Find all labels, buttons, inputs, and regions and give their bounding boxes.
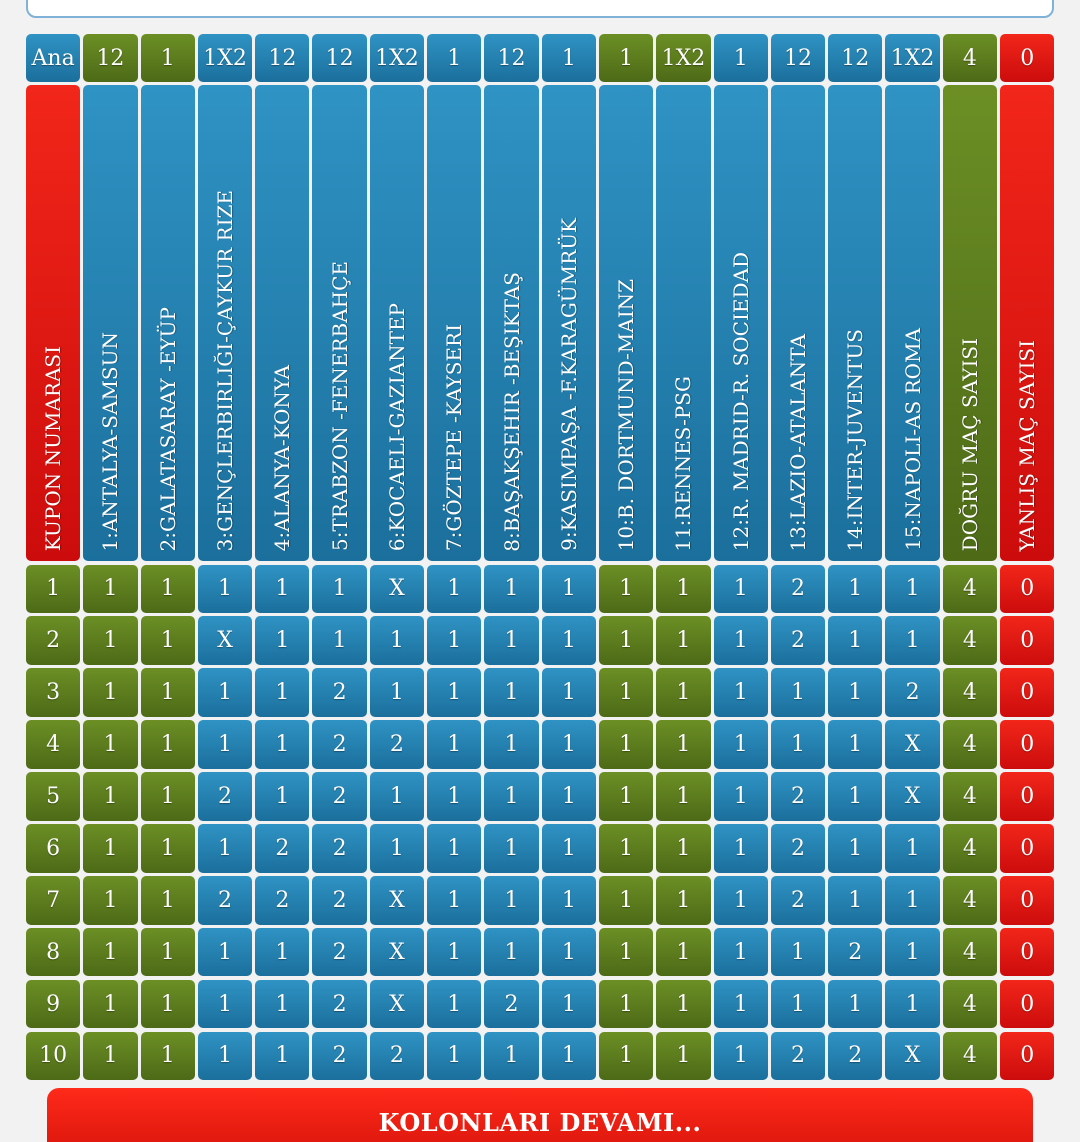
column-header-label: 4:ALANYA-KONYA (270, 364, 295, 552)
prediction-cell: 1 (656, 980, 710, 1029)
prediction-cell: 2 (312, 772, 366, 821)
prediction-cell: 1 (198, 980, 252, 1029)
prediction-cell: 1 (542, 720, 596, 769)
column-header (943, 85, 997, 561)
column-header-label: KUPON NUMARASI (41, 346, 66, 552)
prediction-cell: 1 (656, 824, 710, 873)
selection-cell: 0 (1000, 34, 1054, 82)
prediction-cell: 1 (885, 876, 939, 925)
prediction-cell: 0 (1000, 928, 1054, 977)
column-header-label: 6:KOCAELI-GAZIANTEP (384, 303, 409, 552)
coupon-number-cell: 6 (26, 824, 80, 873)
coupon-number-cell: 1 (26, 565, 80, 614)
coupon-number-cell: 8 (26, 928, 80, 977)
prediction-cell: 1 (427, 772, 481, 821)
prediction-cell: 1 (828, 772, 882, 821)
prediction-cell: 1 (427, 616, 481, 665)
prediction-cell: 1 (255, 928, 309, 977)
prediction-cell: 1 (542, 668, 596, 717)
column-header-label: 3:GENÇLERBIRLIĞI-ÇAYKUR RIZE (213, 189, 238, 552)
selection-cell: 4 (943, 34, 997, 82)
prediction-cell: 1 (656, 1032, 710, 1081)
prediction-cell: X (885, 1032, 939, 1081)
prediction-cell: 1 (141, 668, 195, 717)
prediction-cell: 1 (198, 565, 252, 614)
coupon-number-cell: 9 (26, 980, 80, 1029)
prediction-cell: 0 (1000, 720, 1054, 769)
selection-cell: 1X2 (198, 34, 252, 82)
prediction-cell: 1 (599, 720, 653, 769)
prediction-cell: 1 (427, 668, 481, 717)
selection-cell: 12 (312, 34, 366, 82)
prediction-cell: 1 (542, 1032, 596, 1081)
prediction-cell: 2 (255, 824, 309, 873)
prediction-cell: 1 (714, 928, 768, 977)
column-header (1000, 85, 1054, 561)
column-header (255, 85, 309, 561)
prediction-cell: 1 (141, 928, 195, 977)
prediction-cell: 1 (83, 616, 137, 665)
prediction-cell: 0 (1000, 772, 1054, 821)
prediction-cell: 2 (312, 980, 366, 1029)
coupon-number-cell: 2 (26, 616, 80, 665)
prediction-cell: 1 (542, 565, 596, 614)
prediction-cell: 1 (198, 824, 252, 873)
prediction-cell: 1 (828, 565, 882, 614)
prediction-cell: 1 (599, 928, 653, 977)
prediction-cell: 1 (83, 668, 137, 717)
prediction-cell: 0 (1000, 1032, 1054, 1081)
prediction-cell: 1 (83, 565, 137, 614)
selection-cell: 12 (828, 34, 882, 82)
prediction-cell: 4 (943, 616, 997, 665)
prediction-cell: 1 (771, 720, 825, 769)
prediction-cell: 1 (312, 565, 366, 614)
prediction-cell: 1 (370, 824, 424, 873)
prediction-cell: 1 (714, 1032, 768, 1081)
column-header-label: 7:GÖZTEPE -KAYSERI (442, 324, 467, 552)
prediction-cell: 4 (943, 772, 997, 821)
prediction-cell: 1 (599, 824, 653, 873)
column-header-label: 10:B. DORTMUND-MAINZ (614, 279, 639, 552)
prediction-cell: 1 (141, 772, 195, 821)
prediction-cell: 2 (484, 980, 538, 1029)
prediction-cell: 1 (427, 980, 481, 1029)
column-header (828, 85, 882, 561)
column-header-label: 15:NAPOLI-AS ROMA (900, 328, 925, 552)
prediction-cell: 4 (943, 824, 997, 873)
prediction-cell: 1 (599, 668, 653, 717)
prediction-cell: 1 (484, 824, 538, 873)
column-header-label: 11:RENNES-PSG (671, 375, 696, 552)
prediction-cell: 1 (484, 616, 538, 665)
prediction-cell: 1 (198, 928, 252, 977)
prediction-cell: 2 (255, 876, 309, 925)
prediction-cell: 1 (484, 668, 538, 717)
column-header (370, 85, 424, 561)
prediction-cell: 2 (771, 1032, 825, 1081)
prediction-cell: 1 (370, 668, 424, 717)
prediction-cell: 2 (771, 616, 825, 665)
prediction-cell: 1 (828, 824, 882, 873)
selection-cell: 1 (542, 34, 596, 82)
prediction-cell: 1 (141, 720, 195, 769)
prediction-cell: 0 (1000, 565, 1054, 614)
column-header (26, 85, 80, 561)
column-header-label: DOĞRU MAÇ SAYISI (957, 337, 982, 552)
prediction-cell: 1 (828, 720, 882, 769)
coupon-number-cell: 4 (26, 720, 80, 769)
prediction-cell: 1 (714, 772, 768, 821)
selection-cell: 1 (714, 34, 768, 82)
column-header (83, 85, 137, 561)
column-header-label: 14:INTER-JUVENTUS (843, 328, 868, 552)
prediction-cell: 1 (656, 772, 710, 821)
prediction-cell: 1 (885, 980, 939, 1029)
prediction-cell: 2 (312, 720, 366, 769)
prediction-cell: 1 (542, 824, 596, 873)
prediction-cell: 1 (714, 980, 768, 1029)
prediction-cell: 2 (828, 1032, 882, 1081)
prediction-cell: 1 (141, 616, 195, 665)
prediction-cell: 1 (714, 616, 768, 665)
prediction-cell: 1 (141, 824, 195, 873)
prediction-cell: 1 (83, 928, 137, 977)
prediction-cell: 1 (484, 772, 538, 821)
prediction-cell: 1 (141, 876, 195, 925)
prediction-cell: 1 (255, 616, 309, 665)
prediction-cell: 2 (312, 668, 366, 717)
prediction-cell: 1 (771, 980, 825, 1029)
prediction-cell: 1 (255, 1032, 309, 1081)
prediction-cell: 2 (828, 928, 882, 977)
prediction-cell: X (370, 980, 424, 1029)
selection-cell: 12 (484, 34, 538, 82)
prediction-cell: 4 (943, 1032, 997, 1081)
prediction-cell: 1 (656, 720, 710, 769)
prediction-cell: 1 (714, 565, 768, 614)
prediction-cell: 1 (427, 565, 481, 614)
prediction-cell: 1 (255, 772, 309, 821)
prediction-cell: 1 (484, 928, 538, 977)
prediction-cell: 1 (484, 1032, 538, 1081)
prediction-cell: 1 (83, 824, 137, 873)
top-input-box (26, 0, 1054, 18)
prediction-cell: 1 (599, 616, 653, 665)
prediction-cell: 1 (427, 824, 481, 873)
prediction-cell: 1 (427, 876, 481, 925)
prediction-cell: 4 (943, 876, 997, 925)
prediction-cell: 1 (370, 616, 424, 665)
prediction-cell: 1 (828, 876, 882, 925)
prediction-cell: 0 (1000, 616, 1054, 665)
prediction-cell: 1 (885, 616, 939, 665)
prediction-cell: 4 (943, 565, 997, 614)
column-header (771, 85, 825, 561)
prediction-cell: 1 (771, 668, 825, 717)
column-header (198, 85, 252, 561)
selection-cell: 12 (83, 34, 137, 82)
prediction-cell: 1 (255, 565, 309, 614)
coupon-number-cell: 3 (26, 668, 80, 717)
prediction-cell: 1 (542, 980, 596, 1029)
selection-cell: 12 (771, 34, 825, 82)
column-header-label: 5:TRABZON -FENERBAHÇE (327, 261, 352, 552)
selection-cell: 1X2 (656, 34, 710, 82)
prediction-cell: 1 (599, 876, 653, 925)
prediction-cell: 4 (943, 928, 997, 977)
prediction-cell: 1 (255, 980, 309, 1029)
prediction-cell: 1 (83, 720, 137, 769)
prediction-cell: 4 (943, 720, 997, 769)
column-header-label: 9:KASIMPAŞA -F.KARAGÜMRÜK (556, 218, 581, 552)
prediction-cell: 1 (714, 668, 768, 717)
prediction-cell: 1 (198, 1032, 252, 1081)
selection-cell: 1X2 (370, 34, 424, 82)
coupon-number-cell: 7 (26, 876, 80, 925)
prediction-cell: 1 (828, 980, 882, 1029)
coupon-table (26, 34, 1054, 1080)
coupon-number-cell: 5 (26, 772, 80, 821)
column-header-label: 12:R. MADRID-R. SOCIEDAD (728, 252, 753, 552)
prediction-cell: 1 (656, 876, 710, 925)
prediction-cell: 1 (599, 772, 653, 821)
prediction-cell: 0 (1000, 824, 1054, 873)
prediction-cell: 2 (312, 876, 366, 925)
prediction-cell: 1 (542, 876, 596, 925)
prediction-cell: 1 (83, 772, 137, 821)
prediction-cell: 1 (484, 876, 538, 925)
prediction-cell: X (885, 772, 939, 821)
prediction-cell: 1 (714, 876, 768, 925)
prediction-cell: 2 (370, 1032, 424, 1081)
prediction-cell: 2 (312, 928, 366, 977)
prediction-cell: 1 (656, 668, 710, 717)
column-header (427, 85, 481, 561)
column-header-label: YANLIŞ MAÇ SAYISI (1015, 339, 1040, 552)
prediction-cell: 0 (1000, 668, 1054, 717)
prediction-cell: 1 (771, 928, 825, 977)
column-header (141, 85, 195, 561)
prediction-cell: 1 (370, 772, 424, 821)
prediction-cell: 1 (885, 928, 939, 977)
prediction-cell: 1 (255, 720, 309, 769)
prediction-cell: 2 (885, 668, 939, 717)
prediction-cell: 1 (427, 720, 481, 769)
column-header-label: 2:GALATASARAY -EYÜP (155, 306, 180, 552)
column-header-label: 1:ANTALYA-SAMSUN (98, 331, 123, 552)
selection-cell: 1 (599, 34, 653, 82)
prediction-cell: 2 (312, 824, 366, 873)
prediction-cell: 1 (599, 1032, 653, 1081)
selection-cell: 1X2 (885, 34, 939, 82)
prediction-cell: 1 (484, 565, 538, 614)
prediction-cell: 1 (141, 980, 195, 1029)
prediction-cell: 4 (943, 668, 997, 717)
column-header-label: 8:BAŞAKŞEHIR -BEŞIKTAŞ (499, 271, 524, 552)
prediction-cell: X (370, 928, 424, 977)
prediction-cell: 1 (312, 616, 366, 665)
prediction-cell: 1 (484, 720, 538, 769)
selection-cell: 12 (255, 34, 309, 82)
prediction-cell: 2 (771, 876, 825, 925)
prediction-cell: 2 (771, 565, 825, 614)
column-header-label: 13:LAZIO-ATALANTA (786, 333, 810, 552)
column-header (885, 85, 939, 561)
prediction-cell: X (885, 720, 939, 769)
prediction-cell: 1 (83, 876, 137, 925)
selection-cell: 1 (427, 34, 481, 82)
prediction-cell: 1 (714, 824, 768, 873)
prediction-cell: 1 (427, 928, 481, 977)
prediction-cell: 2 (198, 772, 252, 821)
prediction-cell: 0 (1000, 876, 1054, 925)
selection-cell: Ana (26, 34, 80, 82)
prediction-cell: 1 (714, 720, 768, 769)
prediction-cell: 1 (83, 1032, 137, 1081)
prediction-cell: X (198, 616, 252, 665)
prediction-cell: 1 (83, 980, 137, 1029)
prediction-cell: 1 (656, 928, 710, 977)
column-header (599, 85, 653, 561)
prediction-cell: 1 (427, 1032, 481, 1081)
prediction-cell: X (370, 565, 424, 614)
prediction-cell: 1 (141, 565, 195, 614)
prediction-cell: X (370, 876, 424, 925)
column-header (656, 85, 710, 561)
selection-cell: 1 (141, 34, 195, 82)
prediction-cell: 1 (656, 565, 710, 614)
prediction-cell: 1 (198, 668, 252, 717)
prediction-cell: 0 (1000, 980, 1054, 1029)
prediction-cell: 1 (828, 668, 882, 717)
prediction-cell: 1 (198, 720, 252, 769)
prediction-cell: 2 (771, 824, 825, 873)
prediction-cell: 1 (885, 824, 939, 873)
prediction-cell: 2 (771, 772, 825, 821)
prediction-cell: 1 (542, 928, 596, 977)
prediction-cell: 2 (370, 720, 424, 769)
prediction-cell: 2 (312, 1032, 366, 1081)
prediction-cell: 1 (255, 668, 309, 717)
prediction-cell: 1 (542, 772, 596, 821)
column-header (484, 85, 538, 561)
prediction-cell: 1 (542, 616, 596, 665)
prediction-cell: 1 (885, 565, 939, 614)
column-header (312, 85, 366, 561)
prediction-cell: 1 (656, 616, 710, 665)
prediction-cell: 1 (599, 980, 653, 1029)
prediction-cell: 1 (828, 616, 882, 665)
prediction-cell: 2 (198, 876, 252, 925)
prediction-cell: 1 (141, 1032, 195, 1081)
prediction-cell: 1 (599, 565, 653, 614)
prediction-cell: 4 (943, 980, 997, 1029)
column-header (714, 85, 768, 561)
column-header (542, 85, 596, 561)
more-columns-button[interactable]: KOLONLARI DEVAMI... (47, 1088, 1033, 1142)
coupon-number-cell: 10 (26, 1032, 80, 1081)
